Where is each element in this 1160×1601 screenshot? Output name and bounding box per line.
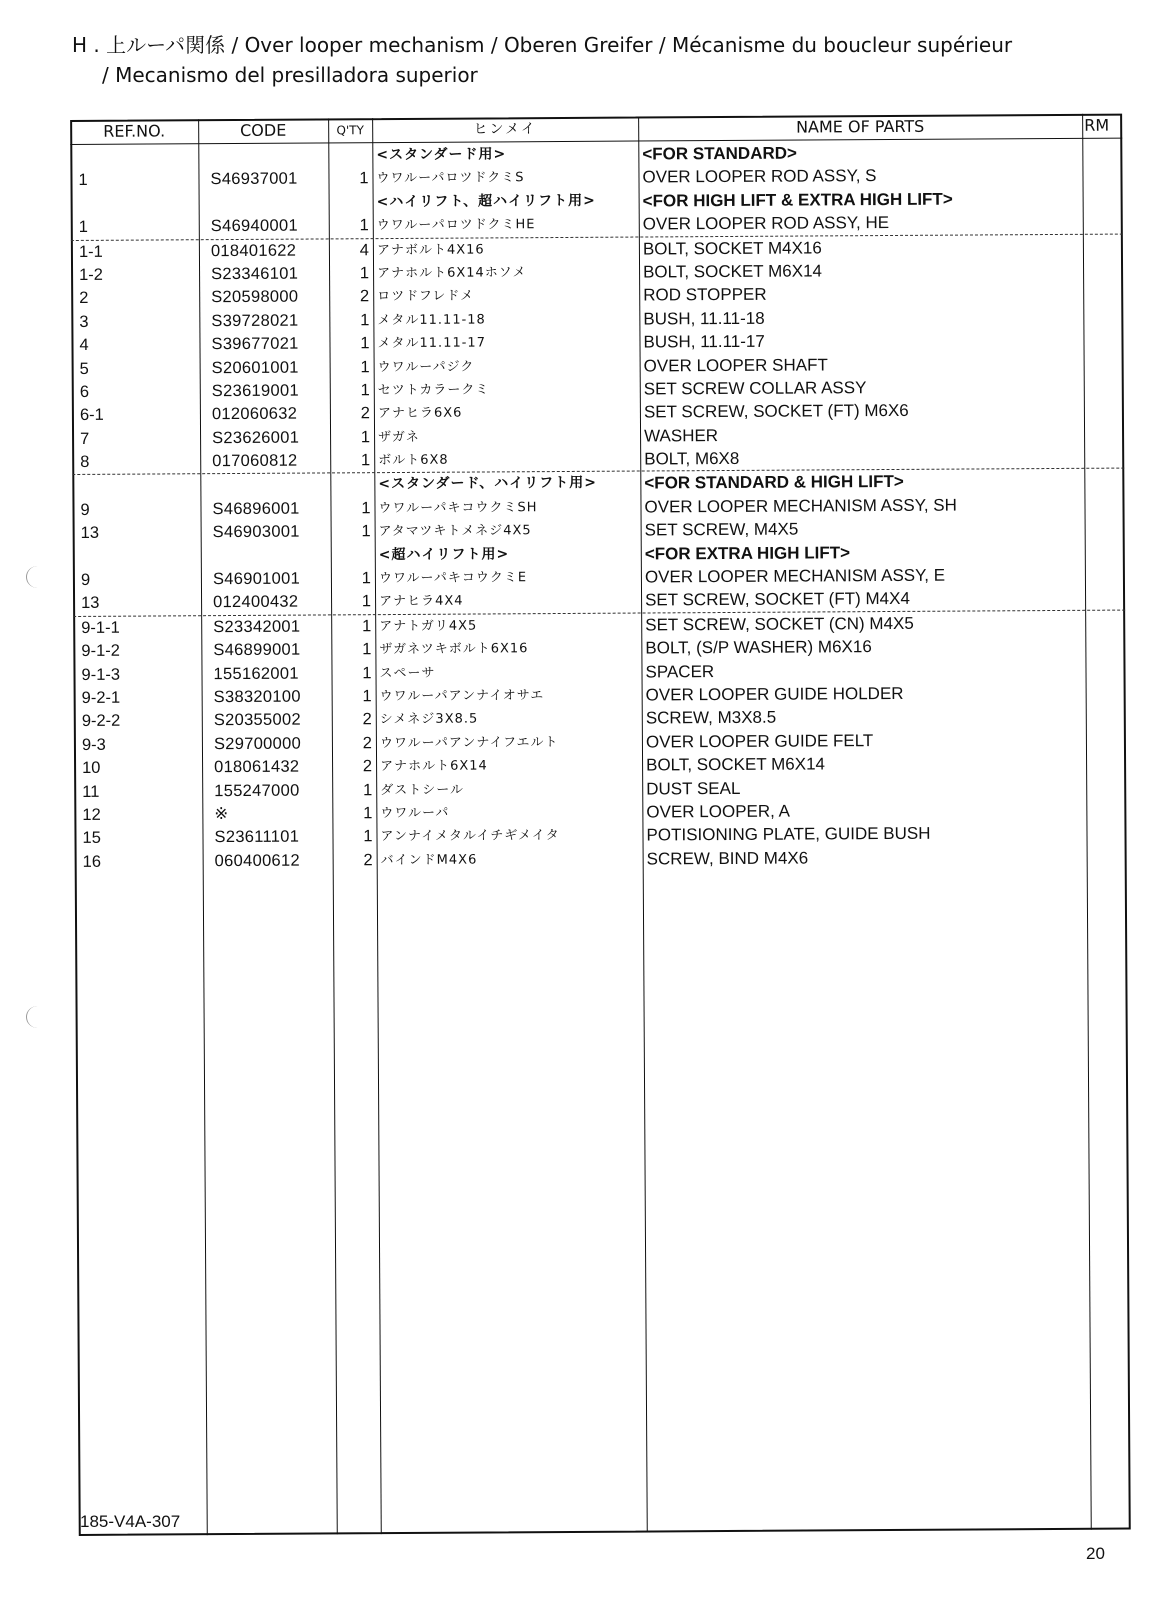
qty-cell: 1 <box>362 663 372 682</box>
japanese-name-cell: ウワルーパアンナイオサエ <box>379 688 545 705</box>
ref-no-cell: 3 <box>79 312 89 331</box>
part-name-cell: BOLT, (S/P WASHER) M6X16 <box>645 637 872 658</box>
part-name-cell: SPACER <box>645 661 715 682</box>
part-name-cell: BOLT, SOCKET M6X14 <box>646 754 826 775</box>
qty-cell: 2 <box>362 733 372 752</box>
japanese-name-cell: ロツドフレドメ <box>377 288 475 305</box>
japanese-name-cell: アンナイメタルイチギメイタ <box>380 828 560 845</box>
japanese-name-cell: ウワルーパキコウクミSH <box>378 500 538 516</box>
ref-no-cell <box>79 192 199 216</box>
japanese-name-cell: アナトガリ4X5 <box>379 618 478 634</box>
part-name-cell: OVER LOOPER, A <box>646 801 791 822</box>
code-cell <box>211 191 327 215</box>
code-cell: S20598000 <box>211 287 299 307</box>
code-cell: ※ <box>214 804 229 824</box>
code-cell: S46896001 <box>212 499 300 518</box>
code-cell: S23626001 <box>212 428 300 447</box>
ref-no-cell: 1 <box>78 171 88 190</box>
code-cell: 155162001 <box>213 664 299 683</box>
document-code: 185-V4A-307 <box>80 1512 181 1531</box>
qty-cell: 1 <box>363 827 373 846</box>
part-name-cell: OVER LOOPER MECHANISM ASSY, E <box>644 565 946 587</box>
qty-cell: 1 <box>362 780 373 799</box>
ref-no-cell: 9 <box>80 570 91 589</box>
part-name-cell: OVER LOOPER MECHANISM ASSY, SH <box>644 495 957 517</box>
japanese-name-cell: メタル11.11-17 <box>377 335 486 352</box>
code-cell: 155247000 <box>214 781 300 800</box>
header-ref-no: REF.NO. <box>103 121 166 141</box>
qty-cell: 1 <box>360 310 370 329</box>
ref-no-cell: 9-1-2 <box>81 641 120 661</box>
ref-no-cell: 9-1-3 <box>81 665 121 684</box>
code-cell: 012400432 <box>213 593 299 612</box>
japanese-name-cell: アナホルト6X14ホソメ <box>377 265 527 282</box>
part-name-cell: SET SCREW, SOCKET (FT) M6X6 <box>643 401 909 422</box>
qty-cell: 2 <box>362 710 372 729</box>
japanese-name-cell: ウワルーパジク <box>377 359 475 375</box>
part-name-cell: POTISIONING PLATE, GUIDE BUSH <box>646 824 931 845</box>
qty-cell: 1 <box>359 216 369 235</box>
qty-cell: 1 <box>361 522 371 541</box>
qty-cell: 1 <box>360 381 370 400</box>
qty-cell: 1 <box>359 264 370 283</box>
code-cell: S46901001 <box>212 569 301 589</box>
page-title <box>72 30 1132 90</box>
japanese-name-cell: ウワルーパロツドクミS <box>376 170 525 187</box>
qty-cell: 1 <box>360 451 371 470</box>
part-name-cell: WASHER <box>644 425 719 446</box>
qty-cell <box>337 544 371 568</box>
code-cell <box>212 474 328 498</box>
title-line-2: / Mecanismo del presilladora superior <box>102 63 478 87</box>
part-name-cell: SCREW, M3X8.5 <box>645 708 777 728</box>
part-name-cell: DUST SEAL <box>646 778 741 799</box>
japanese-name-cell: ウワルーパ <box>380 805 450 822</box>
title-line-1: H . 上ルーパ関係 / Over looper mechanism / Oberen Greifer / Mécanisme du boucleur supérieur <box>72 33 1013 57</box>
header-qty: Q'TY <box>336 123 364 138</box>
ref-no-cell: 5 <box>79 359 89 378</box>
part-name-cell: <FOR STANDARD> <box>642 143 797 164</box>
qty-cell: 1 <box>360 357 370 376</box>
part-name-cell: BOLT, M6X8 <box>644 448 740 469</box>
qty-cell: 1 <box>361 499 371 518</box>
header-rm: RM <box>1084 115 1110 135</box>
ref-no-cell <box>80 475 200 499</box>
qty-cell: 2 <box>363 850 373 869</box>
japanese-name-cell: ボルト6X8 <box>378 452 449 469</box>
qty-cell <box>336 474 370 498</box>
ref-no-cell: 6 <box>79 382 90 401</box>
ref-no-cell: 16 <box>82 852 102 871</box>
part-name-cell: BUSH, 11.11-18 <box>643 308 765 329</box>
binding-mark <box>26 566 49 588</box>
japanese-name-cell: <ハイリフト、超ハイリフト用> <box>376 192 596 210</box>
code-cell: S46903001 <box>212 522 300 542</box>
japanese-name-cell: ザガネツキボルト6X16 <box>379 641 529 658</box>
ref-no-cell: 13 <box>81 594 100 613</box>
part-name-cell: SET SCREW, SOCKET (CN) M4X5 <box>645 613 914 635</box>
japanese-name-cell: アナヒラ4X4 <box>379 594 464 610</box>
japanese-name-cell: ザガネ <box>378 429 420 445</box>
part-name-cell: <FOR STANDARD & HIGH LIFT> <box>644 472 904 493</box>
japanese-name-cell: ダストシール <box>380 782 465 798</box>
part-name-cell: BUSH, 11.11-17 <box>643 331 765 352</box>
ref-no-cell <box>78 145 198 169</box>
part-name-cell: SET SCREW, M4X5 <box>644 519 799 540</box>
code-cell <box>210 144 326 168</box>
ref-no-cell: 7 <box>80 429 90 448</box>
ref-no-cell: 9-1-1 <box>81 618 120 637</box>
qty-cell: 1 <box>362 640 372 659</box>
code-cell: 060400612 <box>214 851 301 870</box>
parts-table <box>70 94 1131 1536</box>
code-cell: S39728021 <box>211 311 299 330</box>
code-cell: S20355002 <box>213 710 301 730</box>
japanese-name-cell: <スタンダード、ハイリフト用> <box>378 475 598 493</box>
japanese-name-cell: スペーサ <box>379 665 436 681</box>
ref-no-cell: 13 <box>80 524 100 543</box>
japanese-name-cell: バインドM4X6 <box>380 852 478 868</box>
code-cell: 017060812 <box>212 451 298 471</box>
ref-no-cell: 8 <box>80 452 90 472</box>
ref-no-cell: 9-3 <box>81 735 106 754</box>
code-cell: S39677021 <box>211 334 299 354</box>
japanese-name-cell: <超ハイリフト用> <box>378 545 510 563</box>
japanese-name-cell: アナヒラ6X6 <box>377 405 463 422</box>
part-name-cell: OVER LOOPER ROD ASSY, HE <box>642 213 890 234</box>
japanese-name-cell: <スタンダード用> <box>376 146 507 164</box>
code-cell: S46937001 <box>210 170 298 189</box>
code-cell: 018061432 <box>214 757 300 777</box>
qty-cell: 1 <box>359 169 369 188</box>
part-name-cell: SET SCREW COLLAR ASSY <box>643 378 867 399</box>
japanese-name-cell: メタル11.11-18 <box>377 312 486 328</box>
part-name-cell: <FOR EXTRA HIGH LIFT> <box>644 542 851 564</box>
qty-cell: 4 <box>359 240 369 259</box>
ref-no-cell: 12 <box>82 805 101 824</box>
code-cell: S23342001 <box>213 617 301 636</box>
ref-no-cell: 4 <box>79 336 89 355</box>
ref-no-cell: 9 <box>80 500 90 519</box>
japanese-name-cell: ウワルーパロツドクミHE <box>376 217 536 234</box>
page-number: 20 <box>1086 1544 1105 1563</box>
code-cell: S46899001 <box>213 640 301 660</box>
ref-no-cell: 1-1 <box>78 242 103 261</box>
ref-no-cell: 15 <box>82 829 101 848</box>
japanese-name-cell: セツトカラークミ <box>377 382 490 399</box>
part-name-cell: ROD STOPPER <box>643 285 767 305</box>
code-cell: 018401622 <box>210 241 297 260</box>
part-name-cell: OVER LOOPER GUIDE FELT <box>645 730 874 752</box>
qty-cell: 1 <box>360 334 370 353</box>
part-name-cell: SCREW, BIND M4X6 <box>646 848 809 869</box>
header-name-of-parts: NAME OF PARTS <box>795 116 925 137</box>
part-name-cell: BOLT, SOCKET M6X14 <box>643 261 823 282</box>
qty-cell: 2 <box>359 287 370 306</box>
ref-no-cell <box>81 545 201 569</box>
part-name-cell: OVER LOOPER SHAFT <box>643 354 828 376</box>
code-cell <box>213 544 329 568</box>
code-cell: S23346101 <box>211 264 299 284</box>
code-cell: S23619001 <box>211 381 299 401</box>
qty-cell <box>334 144 368 168</box>
code-cell: S46940001 <box>210 216 298 236</box>
qty-cell: 1 <box>361 616 372 636</box>
header-jp-name: ヒンメイ <box>473 121 537 138</box>
japanese-name-cell: アタマツキトメネジ4X5 <box>378 523 532 540</box>
code-cell: S38320100 <box>213 687 301 707</box>
ref-no-cell: 10 <box>82 758 101 778</box>
part-name-cell: BOLT, SOCKET M4X16 <box>642 237 822 259</box>
qty-cell: 2 <box>362 757 373 776</box>
qty-cell: 1 <box>362 687 372 706</box>
part-name-cell: OVER LOOPER GUIDE HOLDER <box>645 683 904 705</box>
japanese-name-cell: ウワルーパキコウクミE <box>378 570 528 587</box>
code-cell: S20601001 <box>211 358 299 377</box>
japanese-name-cell: ウワルーパアンナイフエルト <box>379 734 559 751</box>
ref-no-cell: 9-2-2 <box>81 712 121 731</box>
code-cell: S29700000 <box>213 734 302 753</box>
ref-no-cell: 11 <box>82 782 100 801</box>
ref-no-cell: 2 <box>79 289 89 308</box>
japanese-name-cell: アナボルト4X16 <box>376 242 485 258</box>
qty-cell: 1 <box>363 804 373 823</box>
ref-no-cell: 1 <box>78 218 89 237</box>
code-cell: S23611101 <box>214 827 300 847</box>
header-code: CODE <box>240 120 287 140</box>
part-name-cell: OVER LOOPER ROD ASSY, S <box>642 166 877 187</box>
code-cell: 012060632 <box>211 404 298 424</box>
japanese-name-cell: シメネジ3X8.5 <box>379 711 479 728</box>
ref-no-cell: 1-2 <box>79 265 103 284</box>
qty-cell: 2 <box>360 404 370 423</box>
ref-no-cell: 9-2-1 <box>81 688 121 707</box>
part-name-cell: <FOR HIGH LIFT & EXTRA HIGH LIFT> <box>642 189 953 211</box>
binding-mark <box>26 1006 49 1028</box>
japanese-name-cell: アナホルト6X14 <box>380 758 488 775</box>
qty-cell: 1 <box>361 569 371 588</box>
table-body <box>70 140 1126 875</box>
qty-cell <box>335 191 369 215</box>
qty-cell: 1 <box>360 427 371 446</box>
part-name-cell: SET SCREW, SOCKET (FT) M4X4 <box>645 589 910 610</box>
ref-no-cell: 6-1 <box>79 406 104 425</box>
qty-cell: 1 <box>361 592 372 611</box>
